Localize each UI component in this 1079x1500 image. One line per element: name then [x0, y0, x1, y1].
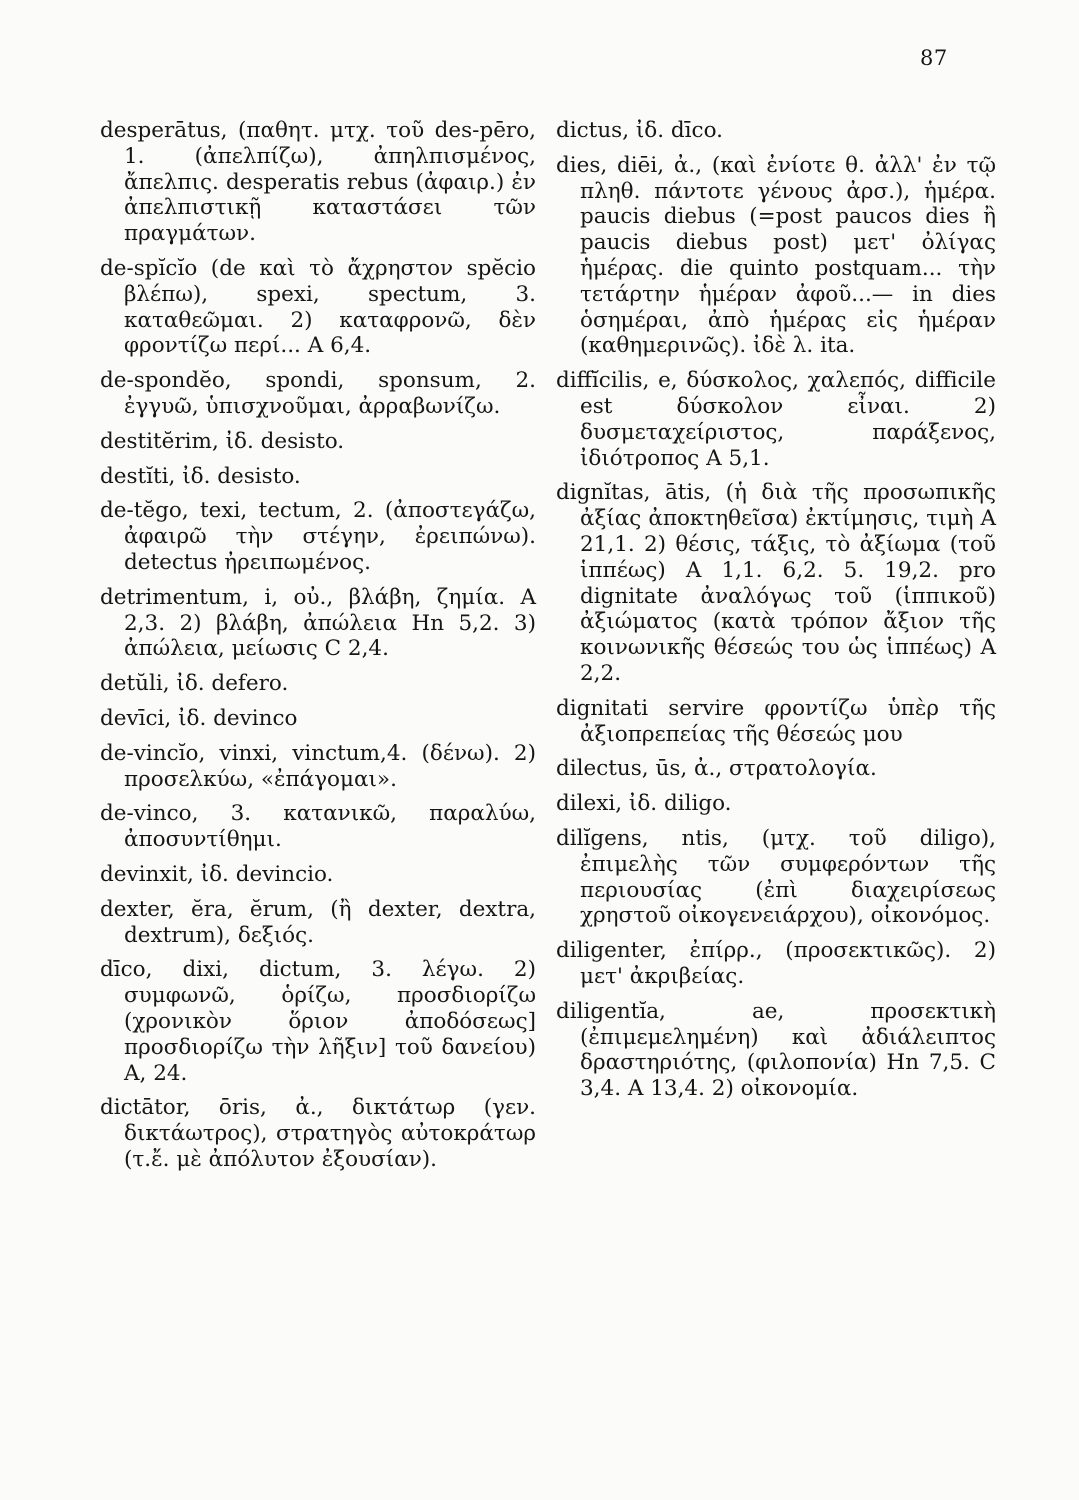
dictionary-entry: dictus, ἰδ. dīco. [556, 118, 723, 143]
dictionary-entry: destitĕrim, ἰδ. desisto. [100, 428, 345, 454]
dictionary-entry: devinxit, ἰδ. devincio. [100, 861, 334, 887]
dictionary-entry: dictātor, ōris, ἀ., δικτάτωρ (γεν. δικτάωτρος), στρατηγὸς αὐτοκράτωρ (τ.ἔ. μὲ ἀπόλυτον ἐξουσίαν). [100, 1095, 543, 1172]
dictionary-entry: de-vincĭo, vinxi, vinctum,4. (δένω). 2) προσελκύω, «ἐπάγομαι». [100, 740, 543, 792]
dictionary-entry: dilĭgens, ntis, (μτχ. τοῦ diligo), ἐπιμελὴς τῶν συμφερόντων τῆς περιουσίας (ἐπὶ διαχειρίσεως χρηστοῦ οἰκογενειάρχου), οἰκονόμος. [556, 825, 1003, 929]
dictionary-entry: diffĭcilis, e, δύσκολος, χαλεπός, difficile est δύσκολον εἶναι. 2) δυσμεταχείριστος, παράξενος, ἰδιότροπος A 5,1. [556, 368, 1003, 471]
page-number: 87 [920, 46, 948, 70]
dictionary-entry: desperātus, (παθητ. μτχ. τοῦ des-pēro, 1. (ἀπελπίζω), ἀπηλπισμένος, ἄπελπις. desperatis rebus (ἀφαιρ.) ἐν ἀπελπιστικῇ καταστάσει τῶν πραγμάτων. [100, 118, 543, 247]
dictionary-entry: diligenter, ἐπίρρ., (προσεκτικῶς). 2) μετ' ἀκριβείας. [556, 938, 1003, 989]
dictionary-entry: dexter, ĕra, ĕrum, (ἢ dexter, dextra, dextrum), δεξιός. [100, 896, 543, 948]
dictionary-entry: de-spĭcĭo (de καὶ τὸ ἄχρηστον spĕcio βλέπω), spexi, spectum, 3. καταθεῶμαι. 2) καταφρονῶ, δὲν φροντίζω περί... A 6,4. [100, 255, 543, 359]
left-column [100, 118, 543, 1182]
dictionary-entry: detŭli, ἰδ. defero. [100, 671, 289, 697]
dictionary-entry: detrimentum, i, οὐ., βλάβη, ζημία. A 2,3. 2) βλάβη, ἀπώλεια Hn 5,2. 3) ἀπώλεια, μείωσις C 2,4. [100, 584, 543, 662]
dictionary-entry: dilectus, ūs, ἀ., στρατολογία. [556, 756, 877, 782]
dictionary-entry: dignĭtas, ātis, (ἡ διὰ τῆς προσωπικῆς ἀξίας ἀποκτηθεῖσα) ἐκτίμησις, τιμὴ A 21,1. 2) θέσις, τάξις, τὸ ἀξίωμα (τοῦ ἱππέως) A 1,1. 6,2. 5. 19,2. pro dignitate ἀναλόγως τοῦ (ἱππικοῦ) ἀξιώματος (κατὰ τρόπον ἄξιον τῆς κοινωνικῆς θέσεώς του ὡς ἱππέως) A 2,2. [556, 480, 1003, 686]
dictionary-entry: dīco, dixi, dictum, 3. λέγω. 2) συμφωνῶ, ὁρίζω, προσδιορίζω (χρονικὸν ὅριον ἀποδόσεως] προσδιορίζω τὴν λῆξιν] τοῦ δανείου) A, 24. [100, 957, 543, 1086]
dictionary-entry: diligentĭa, ae, προσεκτικὴ (ἐπιμεμελημένη) καὶ ἀδιάλειπτος δραστηριότης, (φιλοπονία) Hn 7,5. C 3,4. A 13,4. 2) οἰκονομία. [556, 998, 1003, 1102]
dictionary-entry: dies, diēi, ἀ., (καὶ ἐνίοτε θ. ἀλλ' ἐν τῷ πληθ. πάντοτε γένους ἀρσ.), ἡμέρα. paucis diebus (=post paucos dies ἢ paucis diebus post) μετ' ὀλίγας ἡμέρας. die quinto postquam... τὴν τετάρτην ἡμέραν ἀφοῦ...— in dies ὁσημέραι, ἀπὸ ἡμέρας εἰς ἡμέραν (καθημερινῶς). ἰδὲ λ. ita. [556, 152, 1003, 359]
dictionary-entry: dilexi, ἰδ. diligo. [556, 791, 732, 817]
dictionary-entry: de-spondĕo, spondi, sponsum, 2. ἐγγυῶ, ὑπισχνοῦμαι, ἀρραβωνίζω. [100, 368, 543, 419]
dictionary-entry: destĭti, ἰδ. desisto. [100, 463, 301, 489]
dictionary-entry: devīci, ἰδ. devinco [100, 705, 298, 731]
dictionary-entry: dignitati servire φροντίζω ὑπὲρ τῆς ἀξιοπρεπείας τῆς θέσεώς μου [556, 695, 1003, 747]
dictionary-entry: de-vinco, 3. κατανικῶ, παραλύω, ἀποσυντίθημι. [100, 801, 543, 853]
right-column [556, 118, 1003, 1111]
dictionary-entry: de-tĕgo, texi, tectum, 2. (ἀποστεγάζω, ἀφαιρῶ τὴν στέγην, ἐρειπώνω). detectus ἠρειπωμένος. [100, 498, 543, 575]
